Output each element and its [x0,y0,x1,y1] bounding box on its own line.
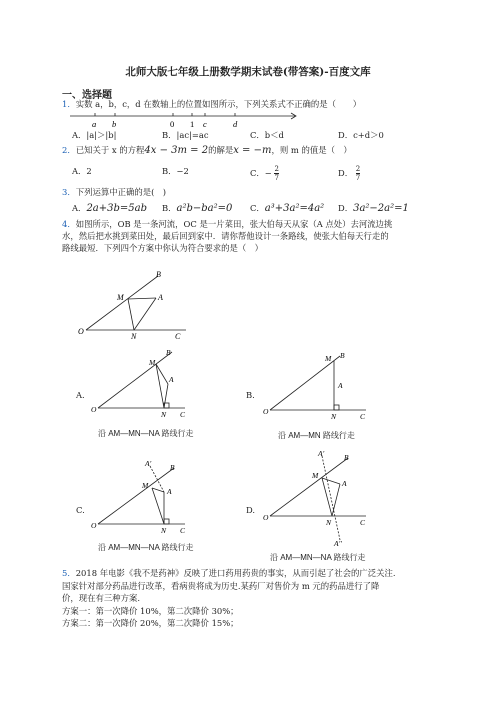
label-n: N [331,412,337,421]
label-o: O [91,405,97,414]
expression: 3a²−2a²=1 [353,203,409,214]
q1-option-a: A．|a|＞|b| [72,130,117,140]
question-number: 3． [62,187,76,197]
q4-option-c: C. [76,505,85,515]
label-m: M [312,471,319,480]
q3-option-c [250,202,324,214]
figure-option-d [262,448,372,548]
question-number: 1． [62,99,76,109]
segment-am [128,298,156,299]
label-a-prime: A' [318,449,325,458]
q2-option-c [250,165,279,182]
main-figure [78,268,198,340]
axis-label-d: d [233,119,238,129]
fraction-numerator: 2 [274,165,279,173]
question-5 [62,567,434,630]
label-m: M [117,293,124,302]
page-title: 北师大版七年级上册数学期末试卷(带答案)-百度文库 [125,66,371,78]
figure-option-a [90,348,190,418]
label-a: A [342,479,347,488]
label-o: O [78,327,84,336]
axis-label-a: a [92,119,97,129]
label-n: N [161,410,167,418]
label-m: M [325,354,332,363]
label-n: N [131,332,137,340]
question-text: 水，然后把水挑到菜田处，最后回到家中．请你帮他设计一条路线，使张大伯每天行走的 [62,231,389,241]
plan-1: 方案一：第一次降价 10%，第二次降价 30%； [62,605,239,616]
q1-option-b: B．|ac|=ac [162,130,209,140]
question-text: 路线最短．下列四个方案中你认为符合要求的是（ ） [62,243,263,253]
expression: 2a+3b=5ab [86,203,148,214]
caption-option-c: 沿 AM—MN—NA 路线行走 [98,543,194,552]
ray-ob [86,276,158,330]
label-m: M [149,358,156,367]
expression: a²b−ba²=0 [176,203,233,214]
label-o: O [263,513,269,522]
figure-option-c [90,458,190,536]
q2-option-d [338,165,360,182]
q4-option-b: B. [246,390,255,400]
equation: 4x − 3m = 2 [144,145,209,156]
axis-label-c: c [203,119,207,129]
fraction [356,165,360,182]
q4-option-d: D. [246,505,256,515]
plan-2: 方案二：第一次降价 20%，第二次降价 15%； [62,618,239,628]
label-c: C [360,518,366,527]
question-2 [62,144,352,157]
q2-option-a: A．2 [72,166,92,176]
q1-option-c: C．b＜d [250,130,284,140]
question-4 [62,218,392,254]
label-c: C [360,412,366,421]
q2-option-d-label: D． [338,168,354,178]
question-text: 国家针对部分药品进行改革，看病贵将成为历史.某药厂对售价为 m 元的药品进行了降 [62,580,380,591]
option-label: B． [162,203,177,213]
q2-option-c-label: C．− [250,168,272,178]
question-text: 下列运算中正确的是( ) [75,187,167,197]
label-c: C [175,332,181,340]
label-a-prime: A' [145,459,152,468]
caption-option-a: 沿 AM—MN—NA 路线行走 [98,429,194,438]
question-text: 实数 a，b，c，d 在数轴上的位置如图所示，下列关系式不正确的是（ ） [75,99,362,109]
label-c: C [180,410,186,418]
fraction [274,165,278,182]
fraction-denominator: 7 [274,174,279,182]
caption-option-d: 沿 AM—MN—NA 路线行走 [270,553,366,562]
segment-mn [128,299,134,330]
label-b: B [344,453,349,462]
option-label: C． [250,203,265,213]
q3-option-d [338,202,409,214]
label-b: B [340,351,345,360]
label-o: O [263,407,269,416]
question-text: 的解是 [208,145,234,155]
figure-option-b [262,350,372,422]
label-a: A [158,293,163,302]
label-o: O [91,521,97,530]
label-c: C [180,526,186,535]
question-number: 4． [62,219,76,229]
fraction-denominator: 7 [355,174,361,182]
label-a: A [169,375,174,384]
label-a: A [167,487,172,496]
label-b: B [170,463,175,472]
q4-option-a: A. [76,390,85,400]
caption-option-b: 沿 AM—MN 路线行走 [278,431,355,440]
q3-option-b [162,202,232,214]
axis-label-1: 1 [190,119,195,129]
label-b: B [156,270,161,279]
solution: x = −m [233,145,272,156]
label-n: N [161,526,167,535]
question-text: 已知关于 x 的方程 [75,145,145,155]
question-text: 价，现在有三种方案. [62,593,141,603]
axis-label-b: b [112,119,117,129]
question-text: ，则 m 的值是（ ） [271,145,352,155]
question-text: 如图所示，OB 是一条河流，OC 是一片菜田，张大伯每天从家（A 点处）去河流边挑 [75,219,393,229]
q3-option-a [72,202,147,214]
question-number: 2． [62,145,76,155]
q1-option-d: D．c+d＞0 [338,130,384,140]
fraction-numerator: 2 [355,165,361,173]
option-label: D． [338,203,354,213]
question-3 [62,186,166,198]
axis-label-0: 0 [170,119,175,129]
number-line-figure [70,108,300,130]
q2-option-b: B．−2 [162,166,189,176]
label-a-double-prime: A'' [334,539,342,548]
label-a: A [338,381,343,390]
expression: a³+3a²=4a² [264,203,325,214]
section-heading: 一、选择题 [62,90,112,101]
label-n: N [326,518,332,527]
label-m: M [142,481,149,490]
question-number: 5． [62,568,76,578]
label-b: B [166,348,171,357]
question-text: 2018 年电影《我不是药神》反映了进口药用药贵的事实，从而引起了社会的广泛关注. [75,568,396,578]
segment-na [134,298,156,330]
option-label: A． [72,203,87,213]
